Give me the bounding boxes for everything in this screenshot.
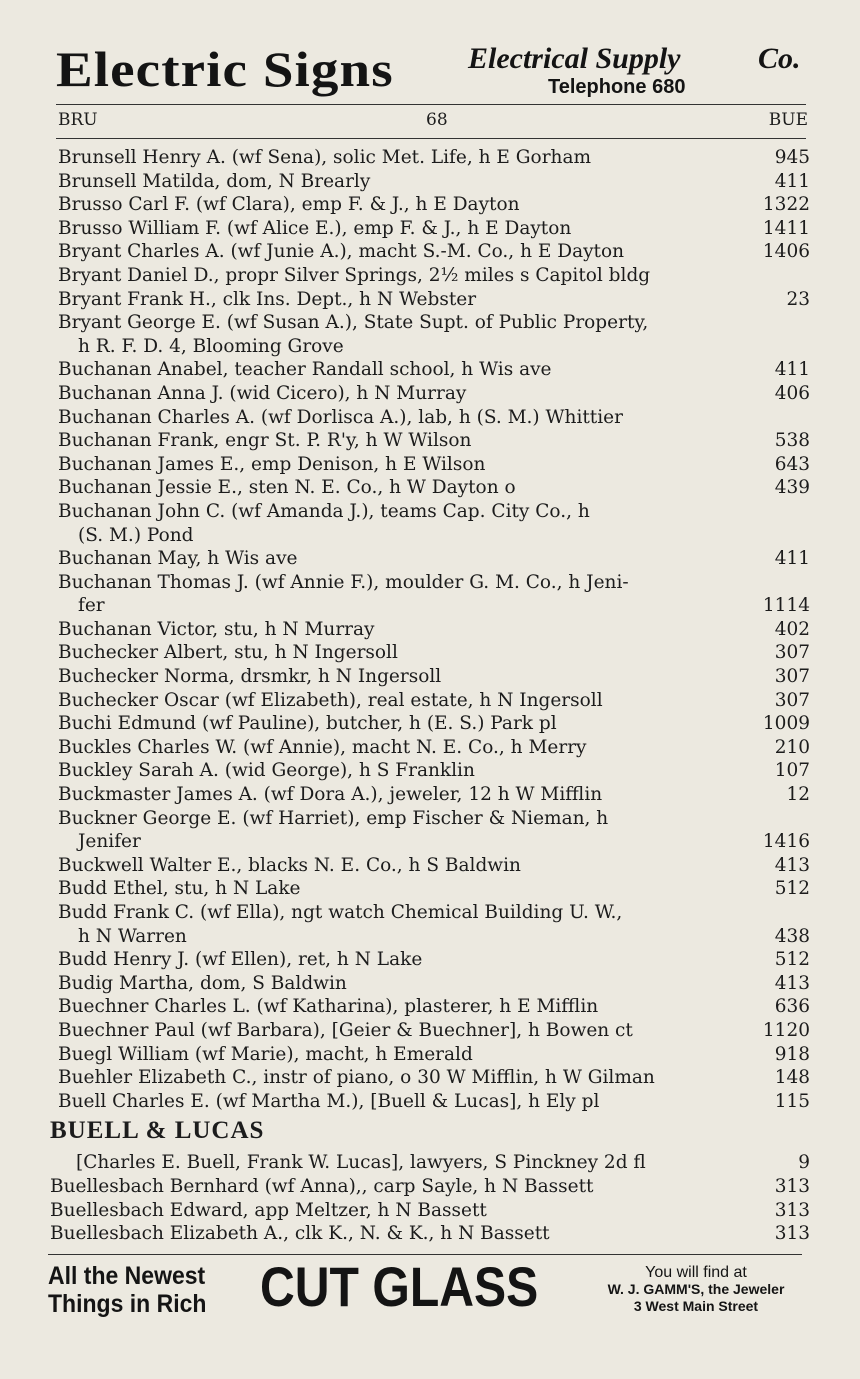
entry-text: Buegl William (wf Marie), macht, h Emerald <box>58 1043 473 1065</box>
entry-phone-number: 210 <box>774 736 810 758</box>
entry-text: Buchecker Norma, drsmkr, h N Ingersoll <box>58 666 442 688</box>
entry-phone-number: 313 <box>774 1175 810 1197</box>
directory-listing <box>0 146 860 1246</box>
entry-phone-number: 945 <box>774 147 810 168</box>
entry-text: (S. M.) Pond <box>78 524 194 546</box>
entry-text: Buchecker Albert, stu, h N Ingersoll <box>58 642 398 664</box>
entry-text: Buellesbach Edward, app Meltzer, h N Bassett <box>50 1199 487 1221</box>
directory-entry <box>0 547 860 571</box>
entry-phone-number: 411 <box>774 548 810 570</box>
directory-entry <box>0 783 860 807</box>
entry-text: Jenifer <box>78 831 141 853</box>
entry-text: Buchi Edmund (wf Pauline), butcher, h (E. S.) Park pl <box>58 713 557 735</box>
entry-text: Buechner Paul (wf Barbara), [Geier & Buechner], h Bowen ct <box>58 1019 633 1041</box>
running-head-left: BRU <box>58 110 98 130</box>
directory-entry <box>0 807 860 831</box>
directory-entry <box>0 524 860 548</box>
directory-entry <box>0 948 860 972</box>
directory-entry <box>0 382 860 406</box>
entry-text: Budd Henry J. (wf Ellen), ret, h N Lake <box>58 949 423 971</box>
entry-text: Buell Charles E. (wf Martha M.), [Buell & Lucas], h Ely pl <box>58 1090 600 1112</box>
entry-text: Buckles Charles W. (wf Annie), macht N. E. Co., h Merry <box>58 736 587 758</box>
directory-entry <box>0 1066 860 1090</box>
entry-text: Buchecker Oscar (wf Elizabeth), real estate, h N Ingersoll <box>58 689 603 711</box>
directory-entry <box>0 500 860 524</box>
directory-entry <box>0 901 860 925</box>
entry-text: Bryant Charles A. (wf Junie A.), macht S.-M. Co., h E Dayton <box>58 241 625 263</box>
entry-phone-number: 23 <box>786 288 810 310</box>
footer-ad-jeweler-line1: You will find at <box>645 1264 747 1281</box>
entry-phone-number: 1114 <box>762 595 810 617</box>
page-number: 68 <box>426 110 448 130</box>
directory-entry <box>0 972 860 996</box>
entry-phone-number: 1009 <box>762 713 810 735</box>
directory-entry <box>0 311 860 335</box>
directory-entry <box>0 429 860 453</box>
entry-text: Buchanan May, h Wis ave <box>58 548 298 570</box>
footer-ad-jeweler <box>582 1264 810 1315</box>
entry-phone-number: 438 <box>774 925 810 947</box>
entry-text: h N Warren <box>78 925 187 947</box>
running-head-rule <box>56 138 806 139</box>
entry-text: Buellesbach Bernhard (wf Anna),, carp Sayle, h N Bassett <box>50 1175 594 1197</box>
entry-phone-number: 148 <box>774 1067 810 1089</box>
header-rule <box>56 104 806 105</box>
entry-text: Brunsell Henry A. (wf Sena), solic Met. Life, h E Gorham <box>58 147 592 168</box>
entry-text: Buchanan Thomas J. (wf Annie F.), moulder G. M. Co., h Jeni- <box>58 571 629 593</box>
entry-phone-number: 107 <box>774 760 810 782</box>
directory-entry <box>0 665 860 689</box>
entry-text: Buchanan Anna J. (wid Cicero), h N Murray <box>58 382 467 404</box>
header-ad-telephone: Telephone 680 <box>548 76 686 98</box>
entry-phone-number: 307 <box>774 689 810 711</box>
entry-text: Budig Martha, dom, S Baldwin <box>58 972 347 994</box>
entry-phone-number: 307 <box>774 666 810 688</box>
directory-entry <box>0 641 860 665</box>
entry-text: Buchanan Anabel, teacher Randall school, h Wis ave <box>58 359 552 381</box>
header-ad-electric-signs: Electric Signs <box>56 41 394 97</box>
directory-entry <box>0 170 860 194</box>
directory-entry <box>0 759 860 783</box>
directory-entry <box>0 1199 860 1223</box>
entry-phone-number: 918 <box>774 1043 810 1065</box>
entry-text: Buehler Elizabeth C., instr of piano, o 30 W Mifflin, h W Gilman <box>58 1067 655 1089</box>
entry-text: Bryant George E. (wf Susan A.), State Supt. of Public Property, <box>58 312 649 334</box>
entry-text: Buchanan Victor, stu, h N Murray <box>58 618 375 640</box>
directory-entry <box>0 830 860 854</box>
directory-entry <box>0 1175 860 1199</box>
entry-phone-number: 115 <box>774 1090 810 1112</box>
directory-entry <box>0 406 860 430</box>
entry-text: Buchanan Frank, engr St. P. R'y, h W Wilson <box>58 430 472 452</box>
entry-text: Buchanan Jessie E., sten N. E. Co., h W Dayton o <box>58 477 516 499</box>
firm-heading-text: BUELL & LUCAS <box>50 1117 265 1145</box>
directory-entry <box>0 240 860 264</box>
header-ad-company-name: Electrical Supply <box>468 42 681 75</box>
entry-phone-number: 9 <box>798 1152 810 1174</box>
entry-phone-number: 1322 <box>762 194 810 216</box>
directory-entry <box>0 358 860 382</box>
directory-entry <box>0 1090 860 1114</box>
entry-text: Brunsell Matilda, dom, N Brearly <box>58 170 371 192</box>
directory-entry <box>0 217 860 241</box>
entry-text: Buckner George E. (wf Harriet), emp Fischer & Nieman, h <box>58 807 609 829</box>
entry-phone-number: 406 <box>774 382 810 404</box>
footer-ad-jeweler-line2: W. J. GAMM'S, the Jeweler <box>607 1281 785 1297</box>
entry-text: h R. F. D. 4, Blooming Grove <box>78 335 344 357</box>
entry-phone-number: 413 <box>774 972 810 994</box>
entry-phone-number: 512 <box>774 878 810 900</box>
entry-phone-number: 411 <box>774 359 810 381</box>
entry-text: Buchanan James E., emp Denison, h E Wilson <box>58 453 486 475</box>
directory-entry <box>0 995 860 1019</box>
entry-text: Buckley Sarah A. (wid George), h S Franklin <box>58 760 475 782</box>
entry-phone-number: 411 <box>774 170 810 192</box>
entry-text: Budd Ethel, stu, h N Lake <box>58 878 301 900</box>
entry-phone-number: 1120 <box>762 1019 810 1041</box>
entry-text: fer <box>78 595 105 617</box>
entry-phone-number: 538 <box>774 430 810 452</box>
entry-phone-number: 512 <box>774 949 810 971</box>
directory-entry <box>0 571 860 595</box>
entry-phone-number: 643 <box>774 453 810 475</box>
entry-text: Buchanan Charles A. (wf Dorlisca A.), lab, h (S. M.) Whittier <box>58 406 623 428</box>
entry-phone-number: 12 <box>786 784 810 806</box>
entry-text: Buellesbach Elizabeth A., clk K., N. & K., h N Bassett <box>50 1223 550 1245</box>
entry-text: Buckwell Walter E., blacks N. E. Co., h S Baldwin <box>58 854 521 876</box>
entry-phone-number: 313 <box>774 1223 810 1245</box>
directory-entry <box>0 1043 860 1067</box>
entry-phone-number: 402 <box>774 618 810 640</box>
directory-entry <box>0 335 860 359</box>
directory-entry <box>0 1019 860 1043</box>
directory-entry <box>0 1222 860 1246</box>
directory-entry <box>0 712 860 736</box>
directory-entry <box>0 476 860 500</box>
directory-entry <box>0 736 860 760</box>
entry-phone-number: 413 <box>774 854 810 876</box>
footer-ad-tagline-line2: Things in Rich <box>48 1290 207 1318</box>
entry-text: Bryant Frank H., clk Ins. Dept., h N Webster <box>58 288 477 310</box>
entry-phone-number: 307 <box>774 642 810 664</box>
entry-text: [Charles E. Buell, Frank W. Lucas], lawyers, S Pinckney 2d fl <box>76 1152 646 1174</box>
footer-ad-tagline-line1: All the Newest <box>48 1262 206 1290</box>
footer-ad-cut-glass: CUT GLASS <box>260 1255 539 1318</box>
entry-text: Brusso Carl F. (wf Clara), emp F. & J., h E Dayton <box>58 194 520 216</box>
directory-entry <box>0 453 860 477</box>
entry-phone-number: 1416 <box>762 831 810 853</box>
firm-heading <box>0 1113 860 1151</box>
directory-entry <box>0 1151 860 1175</box>
entry-text: Buchanan John C. (wf Amanda J.), teams Cap. City Co., h <box>58 500 590 522</box>
directory-entry <box>0 854 860 878</box>
directory-entry <box>0 193 860 217</box>
entry-phone-number: 636 <box>774 996 810 1018</box>
entry-text: Buechner Charles L. (wf Katharina), plasterer, h E Mifflin <box>58 996 599 1018</box>
directory-entry <box>0 146 860 170</box>
directory-entry <box>0 264 860 288</box>
entry-text: Buckmaster James A. (wf Dora A.), jeweler, 12 h W Mifflin <box>58 784 603 806</box>
entry-phone-number: 313 <box>774 1199 810 1221</box>
directory-entry <box>0 925 860 949</box>
entry-phone-number: 1411 <box>762 217 810 239</box>
entry-text: Bryant Daniel D., propr Silver Springs, 2½ miles s Capitol bldg <box>58 264 651 286</box>
header-ad-company-suffix: Co. <box>758 42 801 75</box>
entry-text: Budd Frank C. (wf Ella), ngt watch Chemical Building U. W., <box>58 902 623 923</box>
directory-entry <box>0 689 860 713</box>
entry-phone-number: 1406 <box>762 241 810 263</box>
directory-entry <box>0 877 860 901</box>
directory-entry <box>0 288 860 312</box>
footer-ad-tagline <box>48 1262 206 1318</box>
entry-phone-number: 439 <box>774 477 810 499</box>
footer-ad-jeweler-line3: 3 West Main Street <box>633 1298 759 1314</box>
entry-text: Brusso William F. (wf Alice E.), emp F. & J., h E Dayton <box>58 217 572 239</box>
directory-entry <box>0 594 860 618</box>
directory-entry <box>0 618 860 642</box>
running-head-right: BUE <box>768 110 808 130</box>
